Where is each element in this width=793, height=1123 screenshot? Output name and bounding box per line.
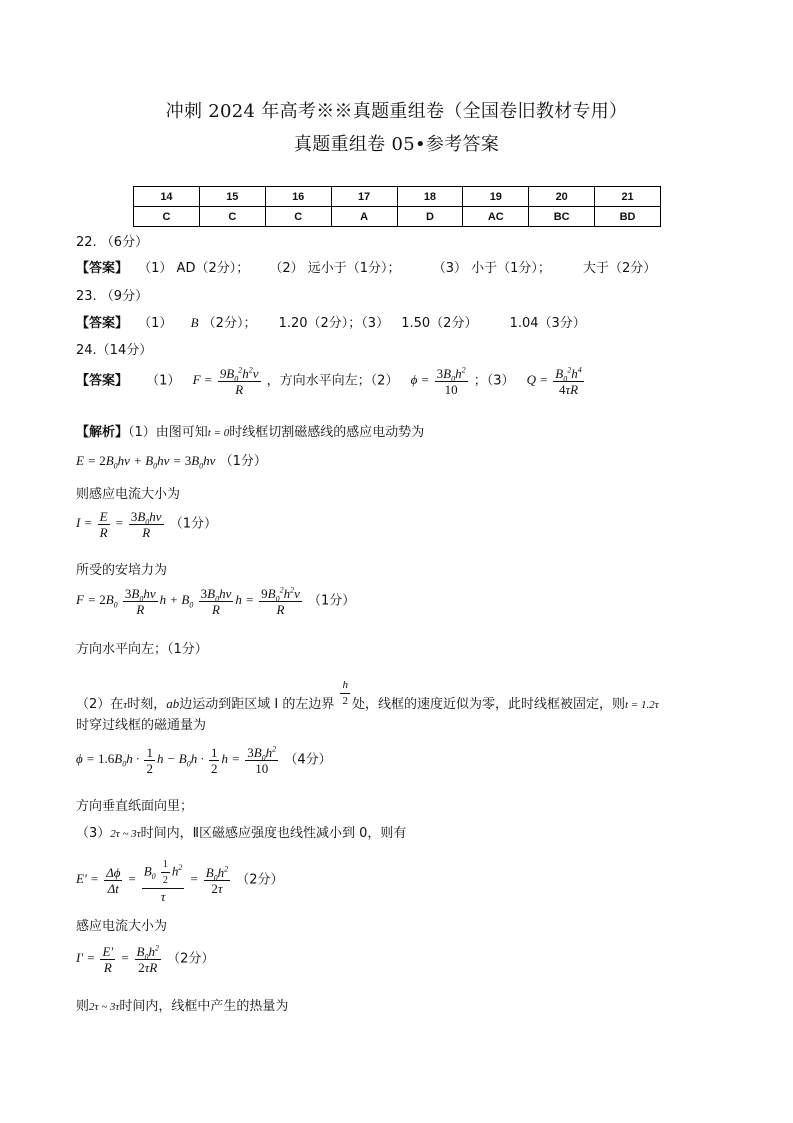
analysis-text: 时线框切割磁感线的感应电动势为	[229, 425, 425, 440]
answer-table-answer-row	[134, 207, 661, 227]
heat-answer-formula: Q = $\frac{B_0^2h^4}{4\tau R}$	[526, 365, 582, 397]
q22-part-3: （3） 小于（1分）；	[432, 261, 551, 276]
q24-direction-1: ，方向水平向左；（2）	[266, 373, 399, 389]
question-number-cell: 19	[463, 187, 529, 207]
answer-label: 【答案】	[76, 316, 129, 331]
part-3-text: 时间内，Ⅱ区磁感应强度也线性减小到 0，则有	[140, 826, 407, 841]
page-title: 冲刺 2024 年高考※※真题重组卷（全国卷旧教材专用）	[165, 101, 628, 122]
q23-part-1-score: （2分）；	[202, 316, 257, 331]
part-2-text-cont: 时穿过线框的磁通量为	[76, 718, 207, 733]
question-number-cell: 16	[265, 187, 331, 207]
q22-answer-line	[76, 257, 656, 276]
answer-label: 【答案】	[76, 261, 129, 276]
time-symbol: t = 1.2τ	[625, 699, 659, 711]
current-2-text: 感应电流大小为	[76, 919, 168, 934]
answer-cell: A	[331, 207, 397, 227]
half-h-fraction: $\frac{h}{2}$	[342, 679, 348, 707]
emf-prime-equation-line	[76, 857, 284, 904]
q23-part-1-value: B	[190, 315, 199, 330]
question-number-cell: 15	[199, 187, 265, 207]
q24-separator: ；（3）	[473, 373, 515, 389]
part-3-line	[76, 822, 406, 841]
emf-formula: $E = 2B_0hv + B_0hv = 3B_0hv$	[76, 453, 216, 471]
answer-cell: D	[397, 207, 463, 227]
score-note: （1分）	[219, 454, 267, 469]
question-number-cell: 20	[529, 187, 595, 207]
q22-part-4: 大于（2分）	[583, 261, 657, 276]
q23-part-3: 1.50（2分）	[401, 316, 478, 331]
q22-part-1: （1） AD（2分）；	[138, 261, 250, 276]
answer-cell: AC	[463, 207, 529, 227]
score-note: （4分）	[284, 752, 332, 768]
current-formula: I = $\frac{E}{R}$ = $\frac{3B_0hv}{R}$	[76, 509, 162, 540]
answer-cell: BC	[529, 207, 595, 227]
answer-label: 【答案】	[76, 373, 129, 389]
force-equation-line	[76, 586, 355, 617]
time-range-symbol: 2τ ~ 3τ	[110, 828, 141, 840]
part-2-text: 处，线框的速度近似为零，此时线框被固定，则	[351, 697, 625, 712]
q22-heading: 22. （6分）	[76, 235, 149, 250]
part-2-text: （2）在	[76, 697, 124, 712]
q23-part-2: 1.20（2分）；（3）	[278, 316, 390, 331]
answer-cell: C	[134, 207, 200, 227]
answer-table	[133, 186, 661, 227]
tau-symbol: τ	[123, 699, 128, 711]
current-equation-line	[76, 509, 217, 540]
question-number-cell: 14	[134, 187, 200, 207]
flux-answer-formula: ϕ = $\frac{3B_0h^2}{10}$	[410, 365, 466, 397]
analysis-label: 【解析】	[76, 425, 129, 440]
answer-cell: C	[265, 207, 331, 227]
q24-answer-line	[76, 366, 586, 397]
q24-part-1-number: （1）	[146, 373, 181, 389]
part-3-text: （3）	[76, 826, 111, 841]
force-formula: $F = 2B_0$ $\frac{3B_0hv}{R}$ $h + B_0$ $\frac{3B_0hv}{R}$ h = $\frac{9B_0^2h^2v}{R}$	[76, 585, 300, 617]
q22-part-2: （2） 远小于（1分）；	[269, 261, 401, 276]
flux-formula: $\phi = 1.6B_0h$ · $\frac{1}{2}$ $h - B_0h$ · $\frac{1}{2}$ h = $\frac{3B_0h^2}{10}$	[76, 744, 277, 776]
part-2-line	[76, 678, 659, 712]
flux-equation-line	[76, 745, 332, 776]
heat-line	[76, 995, 288, 1014]
part-2-text: 时刻，	[127, 697, 167, 712]
question-number-cell: 18	[397, 187, 463, 207]
time-zero-symbol: t = 0	[207, 427, 230, 439]
heat-text: 则	[76, 999, 90, 1014]
answer-table-question-row	[134, 187, 661, 207]
analysis-line-1	[76, 421, 424, 440]
ab-symbol: ab	[166, 696, 180, 711]
score-note: （2分）	[167, 951, 215, 967]
q24-heading: 24.（14分）	[76, 343, 153, 358]
score-note: （2分）	[236, 872, 284, 888]
emf-equation-line	[76, 450, 267, 469]
time-range-symbol: 2τ ~ 3τ	[89, 1001, 120, 1013]
question-number-cell: 21	[595, 187, 661, 207]
answer-cell: BD	[595, 207, 661, 227]
emf-prime-formula: E′ = $\frac{\Delta\phi}{\Delta t}$ = $B_0$ $\frac{1}{2}$ $h^2$ τ = $\frac{B_0h^2}{2\tau}$	[76, 859, 229, 904]
q23-part-4: 1.04（3分）	[509, 316, 586, 331]
score-note: （1分）	[169, 516, 217, 532]
part-2-text: 边运动到距区域 I 的左边界	[179, 697, 335, 712]
analysis-text: （1）由图可知	[128, 425, 208, 440]
current-text: 则感应电流大小为	[76, 487, 181, 502]
heat-text: 时间内，线框中产生的热量为	[119, 999, 289, 1014]
q23-answer-line	[76, 312, 586, 331]
perpendicular-text: 方向垂直纸面向里；	[76, 799, 194, 814]
current-prime-equation-line	[76, 944, 214, 975]
direction-text: 方向水平向左；（1分）	[76, 642, 208, 657]
q23-part-1-number: （1）	[138, 316, 173, 331]
force-text: 所受的安培力为	[76, 563, 168, 578]
current-prime-formula: I′ = $\frac{E'}{R}$ = $\frac{B_0h^2}{2\tau R}$	[76, 943, 159, 975]
force-answer-formula: F = $\frac{9B_0^2h^2v}{R}$	[192, 365, 259, 397]
question-number-cell: 17	[331, 187, 397, 207]
q23-heading: 23. （9分）	[76, 289, 149, 304]
answer-cell: C	[199, 207, 265, 227]
page-subtitle: 真题重组卷 05•参考答案	[293, 134, 500, 155]
score-note: （1分）	[308, 593, 356, 609]
